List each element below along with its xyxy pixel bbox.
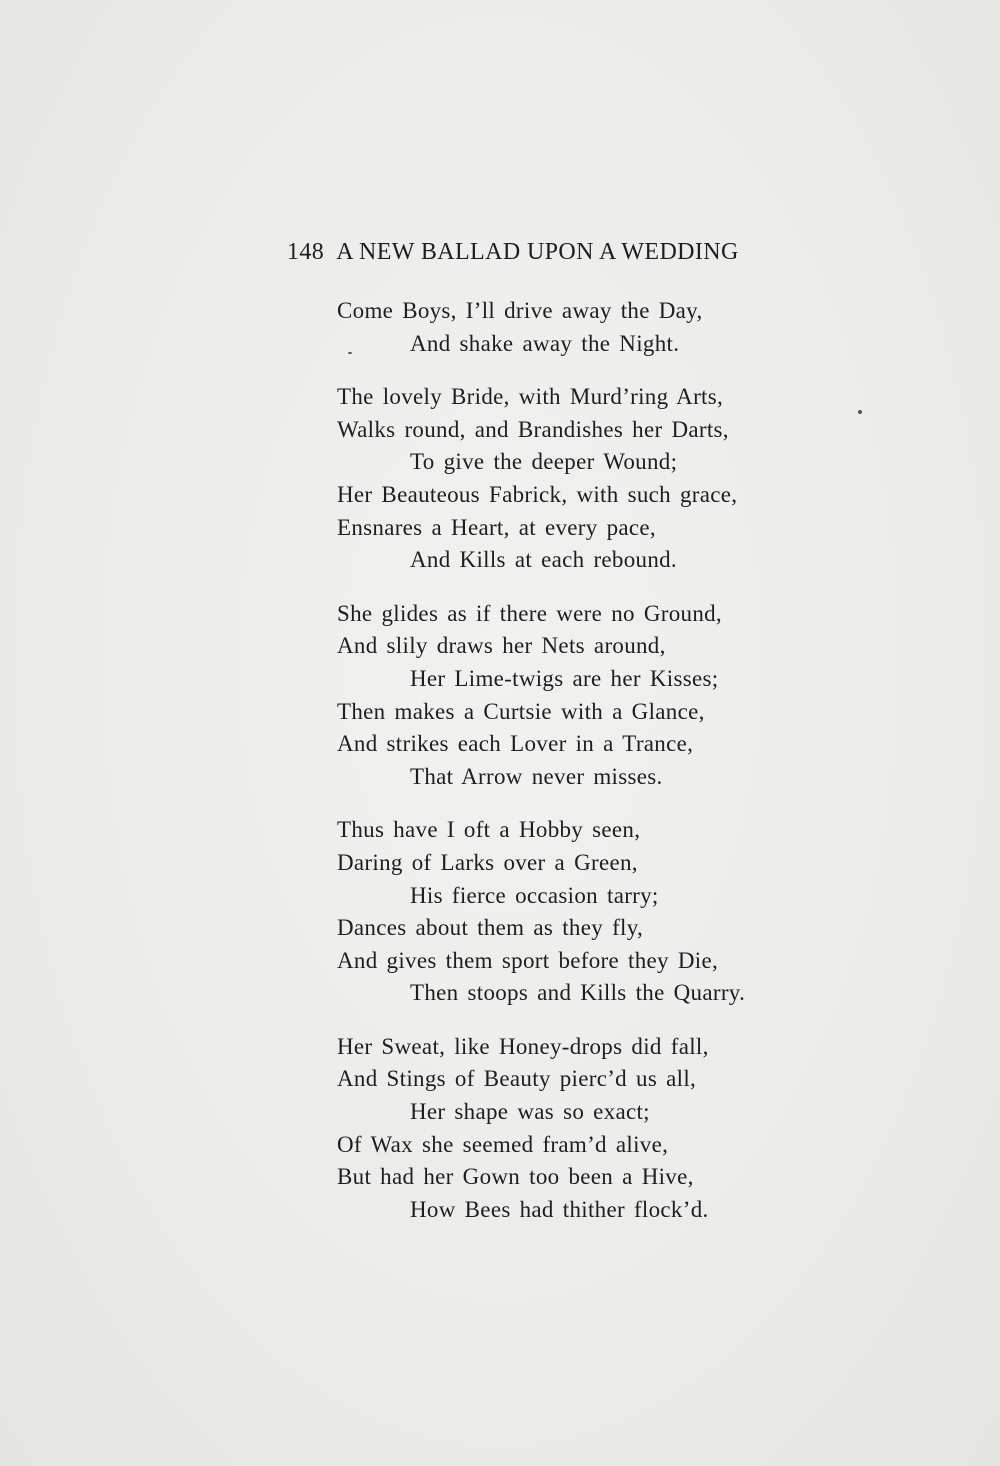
poem-line: Then stoops and Kills the Quarry. [410,980,746,1006]
poem-line: And Stings of Beauty pierc’d us all, [337,1066,697,1092]
poem-line: And Kills at each rebound. [410,547,677,573]
poem-line: But had her Gown too been a Hive, [337,1164,694,1190]
poem-line: Dances about them as they fly, [337,915,644,941]
paper-speck [858,410,862,414]
paper-speck [348,352,352,354]
poem-line: Of Wax she seemed fram’d alive, [337,1131,669,1157]
poem-line: Then makes a Curtsie with a Glance, [337,698,705,724]
poem-line: Thus have I oft a Hobby seen, [337,817,641,843]
stanza [337,814,807,1010]
poem-line: And slily draws her Nets around, [337,633,666,659]
poem-line: And strikes each Lover in a Trance, [337,731,694,757]
poem-line: The lovely Bride, with Murd’ring Arts, [337,384,724,410]
page-number: 148 [287,239,325,265]
stanza [337,381,807,577]
poem-line: Come Boys, I’ll drive away the Day, [337,298,703,323]
poem-line: Walks round, and Brandishes her Darts, [337,416,729,442]
poem-line: Her Lime-twigs are her Kisses; [410,665,719,691]
poem-line: Her shape was so exact; [410,1099,650,1125]
stanza [337,598,807,794]
poem-line: To give the deeper Wound; [410,449,678,475]
poem-line: His fierce occasion tarry; [410,882,659,908]
poem-line: That Arrow never misses. [410,763,663,789]
poem-line: How Bees had thither flock’d. [410,1196,709,1222]
poem-line: Her Sweat, like Honey-drops did fall, [337,1033,709,1059]
poem-line: Her Beauteous Fabrick, with such grace, [337,481,738,507]
poem-line: Daring of Larks over a Green, [337,849,638,875]
poem-body [337,295,807,1247]
poem-line: She glides as if there were no Ground, [337,600,722,626]
running-title: A NEW BALLAD UPON A WEDDING [336,239,739,265]
stanza [337,1031,807,1227]
poem-line: Ensnares a Heart, at every pace, [337,514,656,540]
poem-line: And shake away the Night. [410,330,680,356]
running-header [287,236,807,268]
stanza [337,295,807,360]
poem-line: And gives them sport before they Die, [337,947,719,973]
